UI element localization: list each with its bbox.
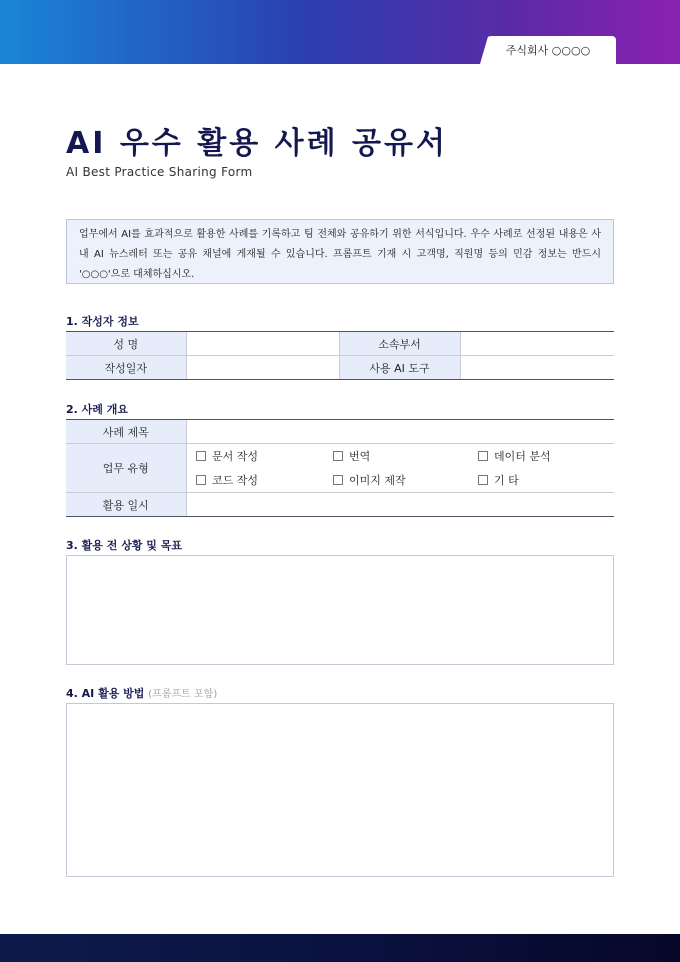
- checkbox-translation[interactable]: 번역: [333, 448, 370, 464]
- department-field[interactable]: [460, 332, 614, 356]
- form-title: AI 우수 활용 사례 공유서: [66, 126, 448, 161]
- section-title-overview: 2. 사례 개요: [66, 403, 128, 416]
- task-type-label: 업무 유형: [66, 444, 186, 493]
- ai-tool-field[interactable]: [460, 356, 614, 380]
- usage-date-field[interactable]: [186, 493, 614, 517]
- section-title-situation: 3. 활용 전 상황 및 목표: [66, 539, 182, 552]
- ai-method-textarea[interactable]: [66, 703, 614, 877]
- checkbox-icon: [196, 451, 206, 461]
- checkbox-icon: [333, 475, 343, 485]
- case-title-field[interactable]: [186, 420, 614, 444]
- section-title-author: 1. 작성자 정보: [66, 315, 139, 328]
- usage-date-label: 활용 일시: [66, 493, 186, 517]
- case-title-label: 사례 제목: [66, 420, 186, 444]
- name-field[interactable]: [186, 332, 339, 356]
- name-label: 성 명: [66, 332, 186, 356]
- company-name: 주식회사 ○○○○: [505, 44, 591, 57]
- checkbox-icon: [478, 451, 488, 461]
- date-label: 작성일자: [66, 356, 186, 380]
- situation-goal-textarea[interactable]: [66, 555, 614, 665]
- checkbox-image-creation[interactable]: 이미지 제작: [333, 472, 406, 488]
- checkbox-data-analysis[interactable]: 데이터 분석: [478, 448, 551, 464]
- section-title-method: 4. AI 활용 방법 (프롬프트 포함): [66, 687, 218, 700]
- instruction-notice: 업무에서 AI를 효과적으로 활용한 사례를 기록하고 팀 전체와 공유하기 위한 서식입니다. 우수 사례로 선정된 내용은 사내 AI 뉴스레터 또는 공유 채널에 게재될 수 있습니다. 프롬프트 기재 시 고객명, 직원명 등의 민감 정보는 반드시 '○○○'으로 대체하십시오.: [66, 219, 614, 284]
- author-info-table: [66, 331, 614, 380]
- department-label: 소속부서: [339, 332, 460, 356]
- checkbox-icon: [478, 475, 488, 485]
- checkbox-icon: [196, 475, 206, 485]
- form-subtitle: AI Best Practice Sharing Form: [66, 165, 253, 179]
- ai-tool-label: 사용 AI 도구: [339, 356, 460, 380]
- prompt-hint: (프롬프트 포함): [148, 689, 218, 700]
- case-overview-table: [66, 419, 614, 517]
- checkbox-icon: [333, 451, 343, 461]
- footer-banner: [0, 934, 680, 962]
- date-field[interactable]: [186, 356, 339, 380]
- checkbox-coding[interactable]: 코드 작성: [196, 472, 258, 488]
- checkbox-other[interactable]: 기 타: [478, 472, 519, 488]
- checkbox-document-writing[interactable]: 문서 작성: [196, 448, 258, 464]
